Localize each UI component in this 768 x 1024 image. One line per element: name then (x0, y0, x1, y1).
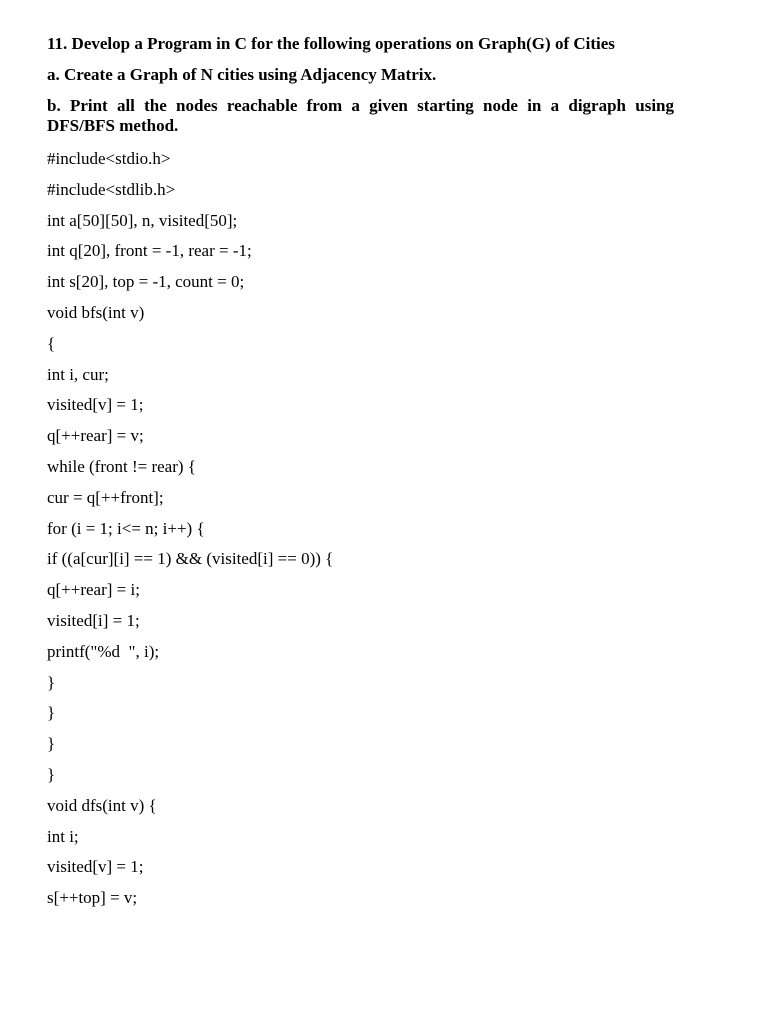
program-title: 11. Develop a Program in C for the following operations on Graph(G) of Cities (47, 34, 615, 53)
code-line: } (47, 703, 56, 723)
code-line: void bfs(int v) (47, 302, 145, 322)
part-b-heading: b. Print all the nodes reachable from a given starting node in a digraph using DFS/BFS method. (47, 96, 674, 135)
code-line: int a[50][50], n, visited[50]; (47, 210, 238, 230)
code-line: while (front != rear) { (47, 456, 196, 476)
code-line: if ((a[cur][i] == 1) && (visited[i] == 0)) { (47, 549, 334, 569)
code-line: int q[20], front = -1, rear = -1; (47, 241, 252, 261)
code-line: visited[v] = 1; (47, 857, 144, 877)
code-line: visited[v] = 1; (47, 395, 144, 415)
code-line: visited[i] = 1; (47, 610, 140, 630)
part-a-heading: a. Create a Graph of N cities using Adjacency Matrix. (47, 65, 437, 84)
code-line: } (47, 764, 56, 784)
code-line: q[++rear] = i; (47, 580, 140, 600)
code-line: cur = q[++front]; (47, 487, 164, 507)
code-line: q[++rear] = v; (47, 426, 144, 446)
code-line: #include<stdlib.h> (47, 179, 176, 199)
code-line: void dfs(int v) { (47, 795, 157, 815)
code-line: int i, cur; (47, 364, 109, 384)
code-line: } (47, 734, 56, 754)
code-line: int i; (47, 826, 79, 846)
code-line: int s[20], top = -1, count = 0; (47, 272, 245, 292)
code-line: } (47, 672, 56, 692)
code-line: { (47, 333, 56, 353)
code-listing (47, 144, 674, 914)
code-line: printf("%d ", i); (47, 641, 160, 661)
code-line: s[++top] = v; (47, 888, 138, 908)
code-line: #include<stdio.h> (47, 149, 171, 168)
document-page (47, 34, 674, 914)
code-line: for (i = 1; i<= n; i++) { (47, 518, 205, 538)
